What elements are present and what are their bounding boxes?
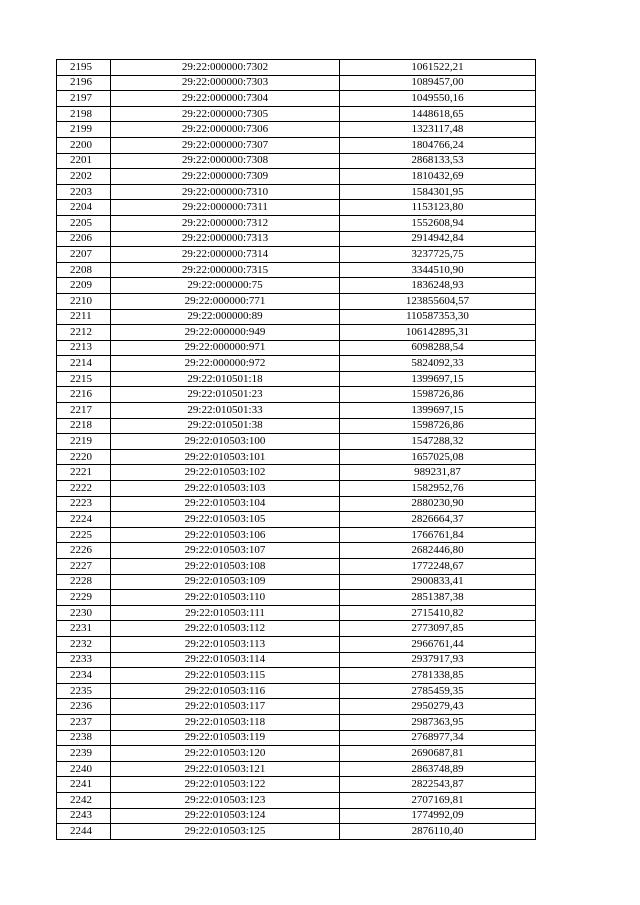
value-cell: 110587353,30: [340, 309, 536, 325]
row-number-cell: 2239: [57, 746, 111, 762]
table-row: [57, 527, 536, 543]
value-cell: 1399697,15: [340, 371, 536, 387]
table-row: [57, 278, 536, 294]
row-number-cell: 2212: [57, 325, 111, 341]
value-cell: 2863748,89: [340, 761, 536, 777]
cadastral-number-cell: 29:22:010501:18: [111, 371, 340, 387]
value-cell: 1049550,16: [340, 91, 536, 107]
cadastral-number-cell: 29:22:010503:115: [111, 668, 340, 684]
row-number-cell: 2213: [57, 340, 111, 356]
cadastral-number-cell: 29:22:010501:33: [111, 403, 340, 419]
row-number-cell: 2196: [57, 75, 111, 91]
row-number-cell: 2222: [57, 481, 111, 497]
row-number-cell: 2235: [57, 683, 111, 699]
cadastral-number-cell: 29:22:010503:108: [111, 559, 340, 575]
table-row: [57, 481, 536, 497]
table-row: [57, 137, 536, 153]
row-number-cell: 2216: [57, 387, 111, 403]
table-row: [57, 340, 536, 356]
row-number-cell: 2226: [57, 543, 111, 559]
row-number-cell: 2204: [57, 200, 111, 216]
cadastral-number-cell: 29:22:010503:116: [111, 683, 340, 699]
value-cell: 2822543,87: [340, 777, 536, 793]
table-row: [57, 215, 536, 231]
cadastral-number-cell: 29:22:010503:113: [111, 636, 340, 652]
table-row: [57, 106, 536, 122]
value-cell: 2987363,95: [340, 714, 536, 730]
row-number-cell: 2215: [57, 371, 111, 387]
value-cell: 2785459,35: [340, 683, 536, 699]
value-cell: 2900833,41: [340, 574, 536, 590]
cadastral-number-cell: 29:22:000000:7313: [111, 231, 340, 247]
row-number-cell: 2218: [57, 418, 111, 434]
table-row: [57, 200, 536, 216]
value-cell: 1657025,08: [340, 449, 536, 465]
table-row: [57, 496, 536, 512]
value-cell: 2781338,85: [340, 668, 536, 684]
value-cell: 2768977,34: [340, 730, 536, 746]
table-row: [57, 761, 536, 777]
row-number-cell: 2208: [57, 262, 111, 278]
cadastral-number-cell: 29:22:010503:105: [111, 512, 340, 528]
table-row: [57, 293, 536, 309]
table-row: [57, 714, 536, 730]
cadastral-number-cell: 29:22:000000:89: [111, 309, 340, 325]
value-cell: 2773097,85: [340, 621, 536, 637]
row-number-cell: 2206: [57, 231, 111, 247]
value-cell: 1323117,48: [340, 122, 536, 138]
cadastral-number-cell: 29:22:000000:7309: [111, 169, 340, 185]
row-number-cell: 2201: [57, 153, 111, 169]
cadastral-number-cell: 29:22:010501:23: [111, 387, 340, 403]
value-cell: 3344510,90: [340, 262, 536, 278]
row-number-cell: 2195: [57, 60, 111, 76]
cadastral-number-cell: 29:22:010503:102: [111, 465, 340, 481]
table-row: [57, 262, 536, 278]
value-cell: 2876110,40: [340, 824, 536, 840]
row-number-cell: 2205: [57, 215, 111, 231]
row-number-cell: 2221: [57, 465, 111, 481]
cadastral-number-cell: 29:22:010503:110: [111, 590, 340, 606]
table-row: [57, 356, 536, 372]
cadastral-number-cell: 29:22:010503:119: [111, 730, 340, 746]
table-row: [57, 169, 536, 185]
value-cell: 1804766,24: [340, 137, 536, 153]
row-number-cell: 2214: [57, 356, 111, 372]
cadastral-number-cell: 29:22:000000:7308: [111, 153, 340, 169]
value-cell: 1810432,69: [340, 169, 536, 185]
cadastral-number-cell: 29:22:000000:7303: [111, 75, 340, 91]
row-number-cell: 2202: [57, 169, 111, 185]
value-cell: 989231,87: [340, 465, 536, 481]
value-cell: 1598726,86: [340, 418, 536, 434]
row-number-cell: 2197: [57, 91, 111, 107]
table-row: [57, 792, 536, 808]
cadastral-number-cell: 29:22:010503:100: [111, 434, 340, 450]
cadastral-number-cell: 29:22:000000:7306: [111, 122, 340, 138]
value-cell: 2966761,44: [340, 636, 536, 652]
value-cell: 2707169,81: [340, 792, 536, 808]
row-number-cell: 2237: [57, 714, 111, 730]
value-cell: 5824092,33: [340, 356, 536, 372]
cadastral-number-cell: 29:22:010503:107: [111, 543, 340, 559]
cadastral-number-cell: 29:22:000000:75: [111, 278, 340, 294]
cadastral-number-cell: 29:22:000000:7305: [111, 106, 340, 122]
table-row: [57, 153, 536, 169]
value-cell: 1061522,21: [340, 60, 536, 76]
table-row: [57, 746, 536, 762]
table-row: [57, 387, 536, 403]
cadastral-number-cell: 29:22:010503:118: [111, 714, 340, 730]
cadastral-number-cell: 29:22:010503:120: [111, 746, 340, 762]
table-row: [57, 777, 536, 793]
table-row: [57, 309, 536, 325]
table-row: [57, 605, 536, 621]
cadastral-number-cell: 29:22:000000:7314: [111, 247, 340, 263]
cadastral-number-cell: 29:22:000000:7312: [111, 215, 340, 231]
row-number-cell: 2223: [57, 496, 111, 512]
value-cell: 2914942,84: [340, 231, 536, 247]
table-row: [57, 512, 536, 528]
cadastral-number-cell: 29:22:000000:949: [111, 325, 340, 341]
value-cell: 1766761,84: [340, 527, 536, 543]
value-cell: 2826664,37: [340, 512, 536, 528]
table-row: [57, 449, 536, 465]
table-row: [57, 418, 536, 434]
row-number-cell: 2233: [57, 652, 111, 668]
row-number-cell: 2225: [57, 527, 111, 543]
row-number-cell: 2228: [57, 574, 111, 590]
table-row: [57, 652, 536, 668]
cadastral-number-cell: 29:22:010503:122: [111, 777, 340, 793]
value-cell: 3237725,75: [340, 247, 536, 263]
row-number-cell: 2231: [57, 621, 111, 637]
value-cell: 1598726,86: [340, 387, 536, 403]
table-row: [57, 434, 536, 450]
value-cell: 1584301,95: [340, 184, 536, 200]
row-number-cell: 2207: [57, 247, 111, 263]
table-row: [57, 590, 536, 606]
row-number-cell: 2219: [57, 434, 111, 450]
row-number-cell: 2217: [57, 403, 111, 419]
value-cell: 1582952,76: [340, 481, 536, 497]
row-number-cell: 2210: [57, 293, 111, 309]
value-cell: 6098288,54: [340, 340, 536, 356]
cadastral-number-cell: 29:22:010503:101: [111, 449, 340, 465]
cadastral-number-cell: 29:22:010503:117: [111, 699, 340, 715]
cadastral-number-cell: 29:22:010503:103: [111, 481, 340, 497]
table-body: [57, 60, 536, 840]
cadastral-number-cell: 29:22:000000:771: [111, 293, 340, 309]
cadastral-number-cell: 29:22:010503:109: [111, 574, 340, 590]
cadastral-number-cell: 29:22:000000:972: [111, 356, 340, 372]
value-cell: 1399697,15: [340, 403, 536, 419]
value-cell: 2880230,90: [340, 496, 536, 512]
row-number-cell: 2241: [57, 777, 111, 793]
row-number-cell: 2198: [57, 106, 111, 122]
table-row: [57, 699, 536, 715]
cadastral-number-cell: 29:22:000000:7304: [111, 91, 340, 107]
row-number-cell: 2234: [57, 668, 111, 684]
table-row: [57, 465, 536, 481]
cadastral-number-cell: 29:22:010503:123: [111, 792, 340, 808]
value-cell: 1772248,67: [340, 559, 536, 575]
value-cell: 2851387,38: [340, 590, 536, 606]
table-row: [57, 543, 536, 559]
row-number-cell: 2230: [57, 605, 111, 621]
row-number-cell: 2232: [57, 636, 111, 652]
cadastral-number-cell: 29:22:000000:7310: [111, 184, 340, 200]
table-row: [57, 231, 536, 247]
cadastral-number-cell: 29:22:010503:104: [111, 496, 340, 512]
row-number-cell: 2224: [57, 512, 111, 528]
cadastral-number-cell: 29:22:010503:121: [111, 761, 340, 777]
value-cell: 1774992,09: [340, 808, 536, 824]
cadastral-number-cell: 29:22:000000:971: [111, 340, 340, 356]
row-number-cell: 2199: [57, 122, 111, 138]
table-row: [57, 636, 536, 652]
cadastral-number-cell: 29:22:010503:112: [111, 621, 340, 637]
cadastral-number-cell: 29:22:000000:7311: [111, 200, 340, 216]
cadastral-number-cell: 29:22:000000:7315: [111, 262, 340, 278]
table-row: [57, 621, 536, 637]
value-cell: 2690687,81: [340, 746, 536, 762]
table-row: [57, 184, 536, 200]
value-cell: 2715410,82: [340, 605, 536, 621]
table-row: [57, 75, 536, 91]
row-number-cell: 2244: [57, 824, 111, 840]
value-cell: 1547288,32: [340, 434, 536, 450]
table-row: [57, 824, 536, 840]
row-number-cell: 2236: [57, 699, 111, 715]
value-cell: 1448618,65: [340, 106, 536, 122]
value-cell: 1089457,00: [340, 75, 536, 91]
value-cell: 2682446,80: [340, 543, 536, 559]
value-cell: 1552608,94: [340, 215, 536, 231]
row-number-cell: 2220: [57, 449, 111, 465]
value-cell: 2937917,93: [340, 652, 536, 668]
table-row: [57, 371, 536, 387]
cadastral-number-cell: 29:22:010503:125: [111, 824, 340, 840]
value-cell: 123855604,57: [340, 293, 536, 309]
table-row: [57, 808, 536, 824]
row-number-cell: 2240: [57, 761, 111, 777]
table-row: [57, 574, 536, 590]
row-number-cell: 2203: [57, 184, 111, 200]
cadastral-number-cell: 29:22:010503:124: [111, 808, 340, 824]
value-cell: 2950279,43: [340, 699, 536, 715]
value-cell: 1836248,93: [340, 278, 536, 294]
cadastral-number-cell: 29:22:000000:7307: [111, 137, 340, 153]
cadastral-number-cell: 29:22:010503:114: [111, 652, 340, 668]
cadastral-number-cell: 29:22:010503:106: [111, 527, 340, 543]
table-row: [57, 325, 536, 341]
table-row: [57, 122, 536, 138]
table-row: [57, 730, 536, 746]
table-row: [57, 559, 536, 575]
row-number-cell: 2200: [57, 137, 111, 153]
table-row: [57, 247, 536, 263]
row-number-cell: 2229: [57, 590, 111, 606]
table-row: [57, 60, 536, 76]
row-number-cell: 2242: [57, 792, 111, 808]
value-cell: 106142895,31: [340, 325, 536, 341]
row-number-cell: 2243: [57, 808, 111, 824]
row-number-cell: 2211: [57, 309, 111, 325]
table-row: [57, 403, 536, 419]
table-row: [57, 91, 536, 107]
cadastral-number-cell: 29:22:000000:7302: [111, 60, 340, 76]
value-cell: 1153123,80: [340, 200, 536, 216]
cadastral-number-cell: 29:22:010503:111: [111, 605, 340, 621]
row-number-cell: 2238: [57, 730, 111, 746]
value-cell: 2868133,53: [340, 153, 536, 169]
row-number-cell: 2209: [57, 278, 111, 294]
row-number-cell: 2227: [57, 559, 111, 575]
cadastral-value-table: [56, 59, 536, 840]
table-row: [57, 668, 536, 684]
table-row: [57, 683, 536, 699]
cadastral-number-cell: 29:22:010501:38: [111, 418, 340, 434]
